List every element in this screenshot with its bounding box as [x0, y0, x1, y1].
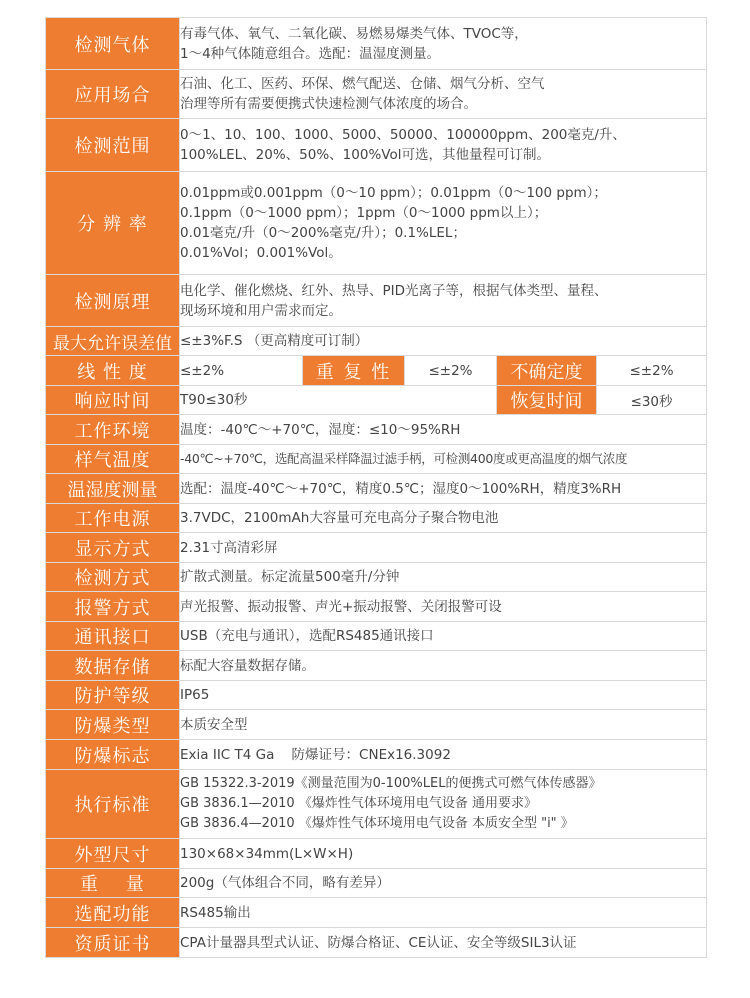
row-response	[46, 386, 707, 415]
row-alarm	[46, 592, 707, 622]
value-line: 0.01ppm或0.001ppm（0～10 ppm）；0.01ppm（0～100 ppm）；	[180, 185, 607, 201]
recovery-label: 恢复时间	[497, 386, 597, 415]
row-label: 工作环境	[46, 415, 180, 445]
row-value: RS485输出	[180, 898, 707, 928]
row-ex-mark	[46, 740, 707, 770]
row-label: 通讯接口	[46, 622, 180, 651]
row-label: 防爆类型	[46, 710, 180, 740]
uncertainty-label: 不确定度	[497, 356, 597, 386]
row-ip-rating	[46, 681, 707, 710]
row-label: 检测气体	[46, 18, 180, 70]
row-label: 检测方式	[46, 563, 180, 592]
row-value: 本质安全型	[180, 710, 707, 740]
value-line: 0.01%Vol；0.001%Vol。	[180, 245, 342, 261]
row-label: 资质证书	[46, 928, 180, 958]
row-power	[46, 504, 707, 533]
row-value	[180, 70, 707, 119]
row-value: 标配大容量数据存储。	[180, 651, 707, 681]
value-line: 石油、化工、医药、环保、燃气配送、仓储、烟气分析、空气	[180, 76, 545, 92]
uncertainty-value: ≤±2%	[597, 356, 707, 386]
row-application	[46, 70, 707, 119]
row-label: 报警方式	[46, 592, 180, 622]
row-value	[180, 119, 707, 172]
row-label: 检测原理	[46, 275, 180, 327]
value-line: 治理等所有需要便携式快速检测气体浓度的场合。	[180, 96, 477, 112]
spec-table	[45, 17, 707, 958]
value-line: 0～1、10、100、1000、5000、50000、100000ppm、200毫克/升、	[180, 127, 626, 143]
row-comm	[46, 622, 707, 651]
recovery-value: ≤30秒	[597, 386, 707, 415]
row-range	[46, 119, 707, 172]
row-label: 重 量	[46, 869, 180, 898]
row-method	[46, 563, 707, 592]
row-label: 应用场合	[46, 70, 180, 119]
row-label: 样气温度	[46, 445, 180, 474]
row-value: ≤±3%F.S （更高精度可订制）	[180, 327, 707, 356]
value-line: 1～4种气体随意组合。选配：温湿度测量。	[180, 45, 441, 62]
row-label: 选配功能	[46, 898, 180, 928]
row-label: 数据存储	[46, 651, 180, 681]
row-label: 线 性 度	[46, 356, 180, 386]
row-value: 选配：温度-40℃～+70℃，精度0.5℃；湿度0～100%RH，精度3%RH	[180, 474, 707, 504]
row-value: 温度：-40℃～+70℃，湿度：≤10～95%RH	[180, 415, 707, 445]
row-value: 2.31寸高清彩屏	[180, 533, 707, 563]
repeatability-value: ≤±2%	[405, 356, 497, 386]
row-label: 最大允许误差值	[46, 327, 180, 356]
row-humidity	[46, 474, 707, 504]
row-label: 外型尺寸	[46, 839, 180, 869]
value-line: 0.01毫克/升（0～200%毫克/升）；0.1%LEL；	[180, 225, 466, 241]
value-line: 0.1ppm（0～1000 ppm）；1ppm（0～1000 ppm以上）；	[180, 205, 548, 221]
row-gas	[46, 18, 707, 70]
row-label: 分 辨 率	[46, 172, 180, 275]
row-storage	[46, 651, 707, 681]
row-principle	[46, 275, 707, 327]
row-value: 200g（气体组合不同，略有差异）	[180, 869, 707, 898]
linearity-value: ≤±2%	[180, 356, 303, 386]
row-label: 防护等级	[46, 681, 180, 710]
value-line: GB 15322.3-2019《测量范围为0-100%LEL的便携式可燃气体传感器》	[180, 776, 602, 791]
row-value: 扩散式测量。标定流量500毫升/分钟	[180, 563, 707, 592]
row-option	[46, 898, 707, 928]
row-label: 工作电源	[46, 504, 180, 533]
row-value: CPA计量器具型式认证、防爆合格证、CE认证、安全等级SIL3认证	[180, 928, 707, 958]
row-value: USB（充电与通讯），选配RS485通讯接口	[180, 622, 707, 651]
row-value: -40℃~+70℃，选配高温采样降温过滤手柄，可检测400度或更高温度的烟气浓度	[180, 445, 707, 474]
row-value: Exia IIC T4 Ga 防爆证号：CNEx16.3092	[180, 740, 707, 770]
value-line: 电化学、催化燃烧、红外、热导、PID光离子等，根据气体类型、量程、	[180, 282, 608, 299]
row-value	[180, 172, 707, 275]
row-dimensions	[46, 839, 707, 869]
row-display	[46, 533, 707, 563]
row-value: IP65	[180, 681, 707, 710]
repeatability-label: 重 复 性	[303, 356, 405, 386]
row-certification	[46, 928, 707, 958]
row-standard	[46, 770, 707, 839]
row-label: 显示方式	[46, 533, 180, 563]
value-line: 100%LEL、20%、50%、100%Vol可选，其他量程可订制。	[180, 147, 550, 163]
row-label: 检测范围	[46, 119, 180, 172]
value-line: GB 3836.1—2010 《爆炸性气体环境用电气设备 通用要求》	[180, 796, 537, 811]
row-label: 温湿度测量	[46, 474, 180, 504]
row-value	[180, 770, 707, 839]
row-label: 防爆标志	[46, 740, 180, 770]
value-line: GB 3836.4—2010 《爆炸性气体环境用电气设备 本质安全型 "i" 》	[180, 816, 574, 831]
row-value	[180, 275, 707, 327]
row-value: 130×68×34mm(L×W×H)	[180, 839, 707, 869]
row-linearity	[46, 356, 707, 386]
row-sample-temp	[46, 445, 707, 474]
response-value: T90≤30秒	[180, 386, 497, 415]
row-value: 声光报警、振动报警、声光+振动报警、关闭报警可设	[180, 592, 707, 622]
row-ex-type	[46, 710, 707, 740]
row-label: 响应时间	[46, 386, 180, 415]
value-line: 现场环境和用户需求而定。	[180, 302, 342, 319]
row-max-error	[46, 327, 707, 356]
row-value: 3.7VDC，2100mAh大容量可充电高分子聚合物电池	[180, 504, 707, 533]
row-environment	[46, 415, 707, 445]
value-line: 有毒气体、氧气、二氧化碳、易燃易爆类气体、TVOC等，	[180, 25, 528, 42]
row-weight	[46, 869, 707, 898]
row-label: 执行标准	[46, 770, 180, 839]
row-resolution	[46, 172, 707, 275]
row-value	[180, 18, 707, 70]
